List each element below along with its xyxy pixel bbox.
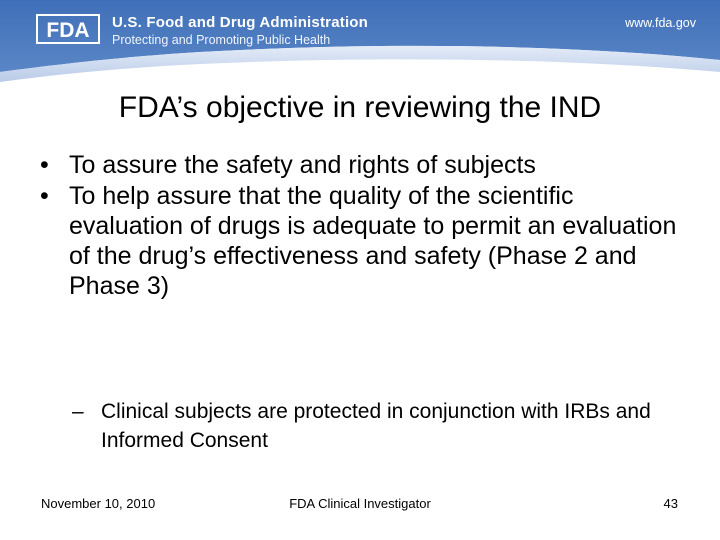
bullet-text: To assure the safety and rights of subjects <box>69 151 536 179</box>
footer-center-text: FDA Clinical Investigator <box>289 496 431 511</box>
footer-date: November 10, 2010 <box>41 496 156 511</box>
svg-text:FDA: FDA <box>46 19 90 42</box>
bullet-text: To help assure that the quality of the scientific evaluation of drugs is adequate to permit an evaluation of the drug’s effectiveness and safety (Phase 2 and Phase 3) <box>69 182 677 300</box>
page-number: 43 <box>663 496 678 511</box>
sub-bullet-marker: – <box>72 400 84 423</box>
sub-bullet-item <box>72 397 720 455</box>
sub-bullet-text: Clinical subjects are protected in conjunction with IRBs and Informed Consent <box>101 400 651 452</box>
agency-name: U.S. Food and Drug Administration <box>112 14 369 31</box>
agency-block <box>112 14 368 48</box>
bullet-list <box>40 150 690 302</box>
agency-tagline: Protecting and Promoting Public Health <box>112 33 331 47</box>
header-banner <box>0 0 720 82</box>
fda-logo-icon <box>36 14 100 44</box>
bullet-item <box>40 150 690 180</box>
bullet-marker: • <box>40 182 49 210</box>
website-link[interactable]: www.fda.gov <box>625 16 696 30</box>
slide-title: FDA’s objective in reviewing the IND <box>118 91 602 124</box>
bullet-marker: • <box>40 151 49 179</box>
bullet-item <box>40 181 690 301</box>
